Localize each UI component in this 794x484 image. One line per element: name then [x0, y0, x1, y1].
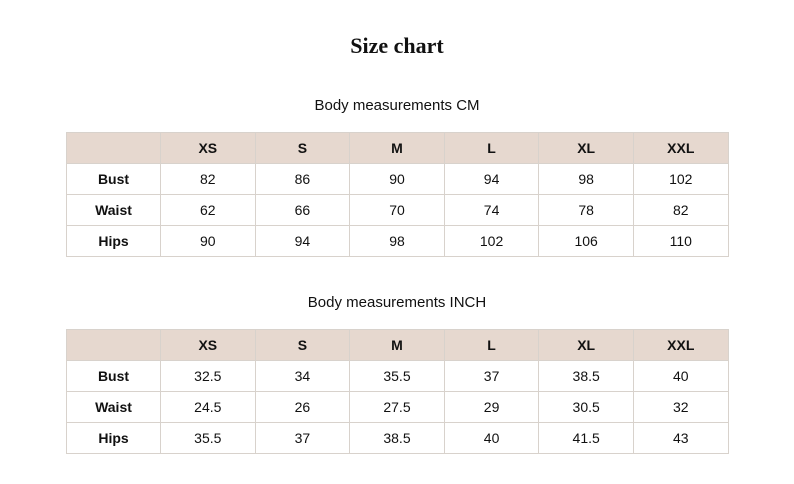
header-row	[67, 133, 729, 164]
size-header: S	[255, 133, 350, 164]
value-cell: 29	[444, 392, 539, 423]
table-caption-cm: Body measurements CM	[314, 97, 480, 114]
row-label: Waist	[67, 195, 161, 226]
value-cell: 24.5	[161, 392, 256, 423]
value-cell: 90	[161, 226, 256, 257]
size-header: S	[255, 330, 350, 361]
value-cell: 90	[350, 164, 445, 195]
corner-cell	[67, 330, 161, 361]
value-cell: 37	[255, 423, 350, 454]
value-cell: 70	[350, 195, 445, 226]
row-label: Bust	[67, 361, 161, 392]
size-header: XS	[161, 133, 256, 164]
row-label: Hips	[67, 226, 161, 257]
value-cell: 86	[255, 164, 350, 195]
value-cell: 37	[444, 361, 539, 392]
value-cell: 32	[633, 392, 728, 423]
value-cell: 98	[350, 226, 445, 257]
value-cell: 40	[444, 423, 539, 454]
value-cell: 41.5	[539, 423, 634, 454]
size-header: M	[350, 330, 445, 361]
row-label: Waist	[67, 392, 161, 423]
value-cell: 66	[255, 195, 350, 226]
value-cell: 102	[444, 226, 539, 257]
table-row	[67, 164, 729, 195]
value-cell: 110	[633, 226, 728, 257]
table-caption-inch: Body measurements INCH	[307, 294, 487, 311]
size-header: M	[350, 133, 445, 164]
value-cell: 34	[255, 361, 350, 392]
table-row	[67, 423, 729, 454]
value-cell: 106	[539, 226, 634, 257]
header-row	[67, 330, 729, 361]
value-cell: 94	[444, 164, 539, 195]
size-header: XL	[539, 133, 634, 164]
value-cell: 98	[539, 164, 634, 195]
value-cell: 38.5	[350, 423, 445, 454]
value-cell: 82	[633, 195, 728, 226]
row-label: Bust	[67, 164, 161, 195]
size-header: XS	[161, 330, 256, 361]
value-cell: 35.5	[161, 423, 256, 454]
value-cell: 26	[255, 392, 350, 423]
size-header: XL	[539, 330, 634, 361]
value-cell: 74	[444, 195, 539, 226]
value-cell: 30.5	[539, 392, 634, 423]
corner-cell	[67, 133, 161, 164]
value-cell: 27.5	[350, 392, 445, 423]
size-header: XXL	[633, 330, 728, 361]
value-cell: 62	[161, 195, 256, 226]
row-label: Hips	[67, 423, 161, 454]
value-cell: 35.5	[350, 361, 445, 392]
table-row	[67, 361, 729, 392]
value-cell: 32.5	[161, 361, 256, 392]
size-table-inch	[66, 329, 729, 454]
table-row	[67, 195, 729, 226]
table-row	[67, 226, 729, 257]
size-header: L	[444, 133, 539, 164]
page-title: Size chart	[350, 33, 444, 58]
value-cell: 78	[539, 195, 634, 226]
value-cell: 40	[633, 361, 728, 392]
size-table-cm	[66, 132, 729, 257]
value-cell: 102	[633, 164, 728, 195]
table-row	[67, 392, 729, 423]
size-header: XXL	[633, 133, 728, 164]
value-cell: 82	[161, 164, 256, 195]
value-cell: 38.5	[539, 361, 634, 392]
size-header: L	[444, 330, 539, 361]
value-cell: 94	[255, 226, 350, 257]
value-cell: 43	[633, 423, 728, 454]
